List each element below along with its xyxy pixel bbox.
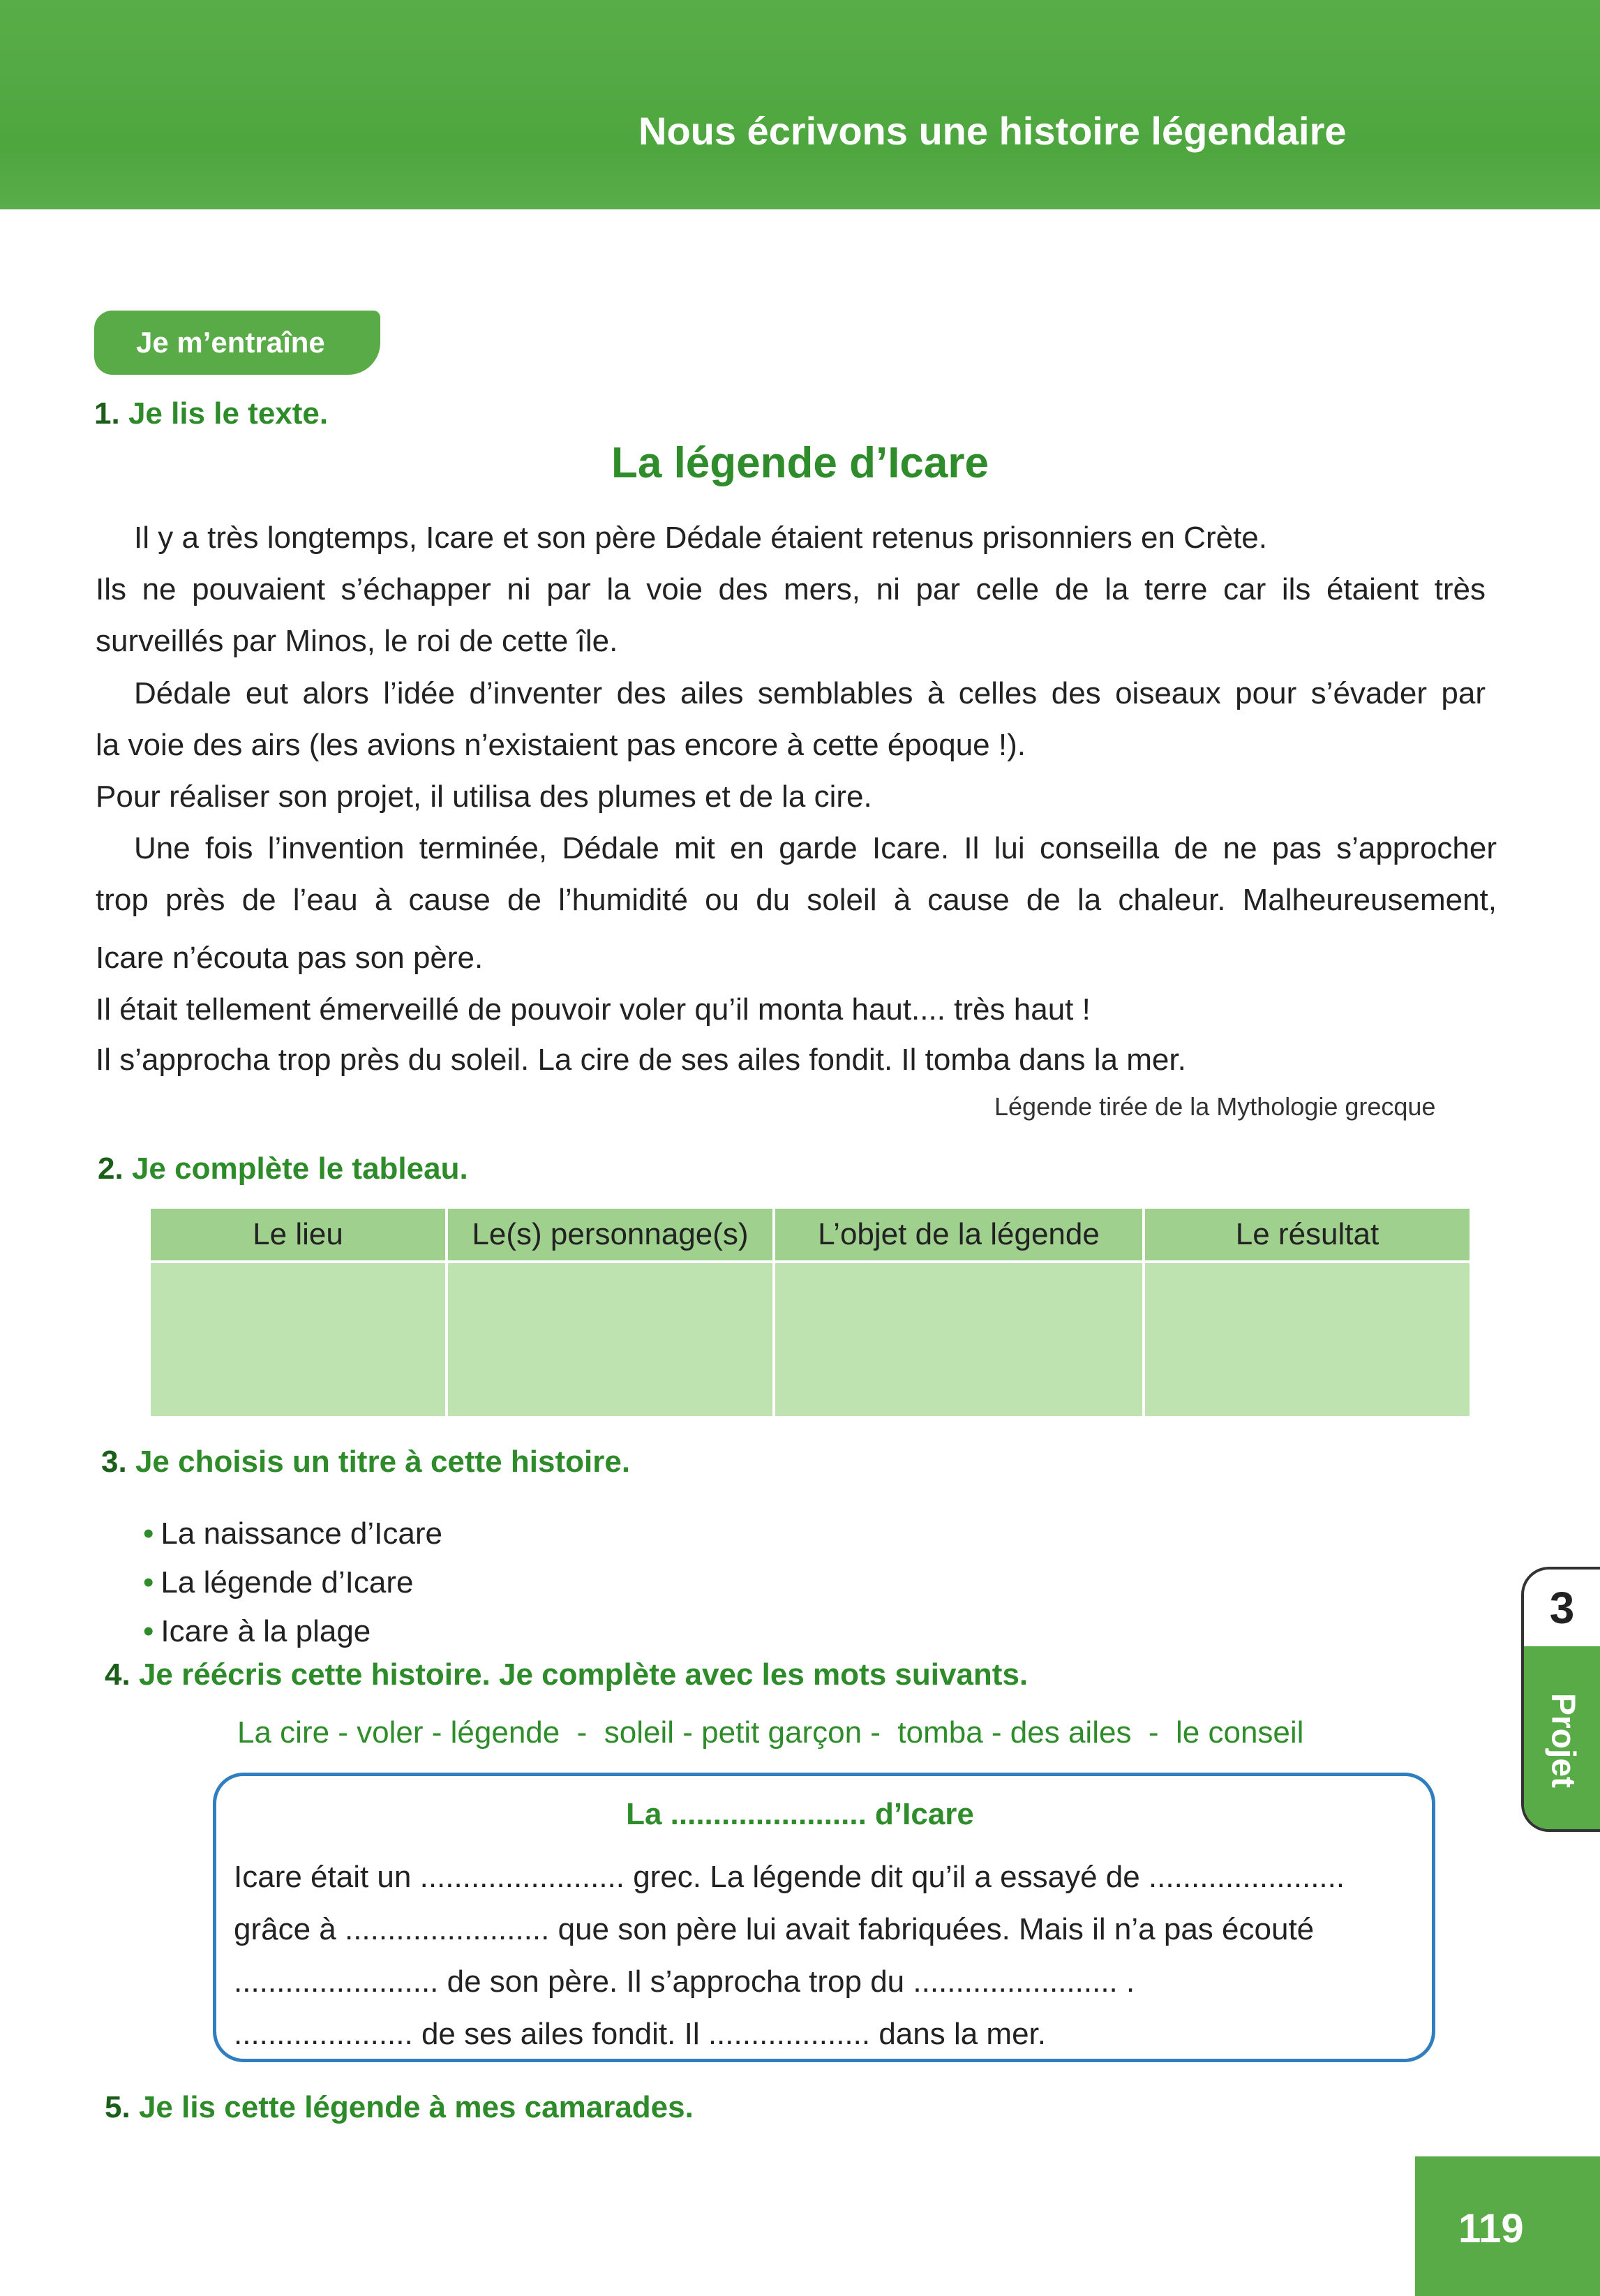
question-4-text: Je réécris cette histoire. Je complète avec les mots suivants. [138, 1657, 1029, 1692]
question-1 [94, 396, 328, 431]
title-option[interactable]: • La naissance d’Icare [143, 1509, 442, 1558]
story-title: La légende d’Icare [611, 439, 989, 487]
cloze-line[interactable]: Icare était un ........................ grec. La légende dit qu’il a essayé de ....................... [234, 1860, 1345, 1894]
page-header-title: Nous écrivons une histoire légendaire [638, 109, 1347, 153]
story-line: Il y a très longtemps, Icare et son père Dédale étaient retenus prisonniers en Crète. [134, 521, 1267, 555]
table-header-result: Le résultat [1144, 1207, 1471, 1262]
cloze-title: La ....................... d’Icare [626, 1797, 974, 1831]
question-3 [101, 1445, 630, 1479]
story-line: trop près de l’eau à cause de l’humidité ou du soleil à cause de la chaleur. Malheureusement, [96, 883, 1497, 917]
title-options-list [143, 1509, 442, 1656]
table-header-characters: Le(s) personnage(s) [447, 1207, 774, 1262]
story-line: Dédale eut alors l’idée d’inventer des ailes semblables à celles des oiseaux pour s’évader par [134, 676, 1486, 710]
table-cell-characters[interactable] [447, 1262, 774, 1417]
story-line: surveillés par Minos, le roi de cette île. [96, 624, 618, 658]
table-cell-result[interactable] [1144, 1262, 1471, 1417]
story-line: Pour réaliser son projet, il utilisa des plumes et de la cire. [96, 780, 872, 814]
chapter-number: 3 [1549, 1583, 1575, 1633]
question-4 [105, 1657, 1028, 1692]
question-2 [98, 1151, 468, 1186]
word-bank: La cire - voler - légende - soleil - petit garçon - tomba - des ailes - le conseil [237, 1715, 1304, 1750]
story-source: Légende tirée de la Mythologie grecque [994, 1092, 1436, 1121]
question-4-number: 4. [105, 1657, 130, 1692]
chapter-side-tab [1521, 1567, 1600, 1832]
story-line: la voie des airs (les avions n’existaient pas encore à cette époque !). [96, 728, 1026, 762]
story-line: Icare n’écouta pas son père. [96, 941, 484, 975]
story-line: Il s’approcha trop près du soleil. La cire de ses ailes fondit. Il tomba dans la mer. [96, 1043, 1186, 1077]
section-label: Je m’entraîne [94, 311, 380, 375]
table-header-object: L’objet de la légende [774, 1207, 1144, 1262]
answer-table [148, 1206, 1472, 1419]
question-5 [105, 2090, 694, 2125]
page-number: 119 [1458, 2206, 1524, 2251]
story-line: Une fois l’invention terminée, Dédale mit en garde Icare. Il lui conseilla de ne pas s’approcher [134, 831, 1497, 865]
table-cell-place[interactable] [149, 1262, 447, 1417]
question-2-number: 2. [98, 1151, 124, 1186]
title-option[interactable]: • Icare à la plage [143, 1607, 442, 1656]
title-option[interactable]: • La légende d’Icare [143, 1558, 442, 1607]
question-1-number: 1. [94, 396, 120, 431]
chapter-label: Projet [1544, 1692, 1582, 1789]
question-2-text: Je complète le tableau. [131, 1151, 468, 1186]
table-cell-object[interactable] [774, 1262, 1144, 1417]
question-3-number: 3. [101, 1445, 127, 1479]
cloze-line[interactable]: ..................... de ses ailes fondit. Il ................... dans la mer. [234, 2017, 1047, 2051]
table-header-place: Le lieu [149, 1207, 447, 1262]
question-3-text: Je choisis un titre à cette histoire. [135, 1445, 631, 1479]
header-banner [0, 0, 1600, 209]
question-5-text: Je lis cette légende à mes camarades. [138, 2090, 694, 2124]
story-line: Ils ne pouvaient s’échapper ni par la voie des mers, ni par celle de la terre car ils étaient très [96, 572, 1486, 606]
question-1-text: Je lis le texte. [128, 396, 329, 431]
cloze-line[interactable]: ........................ de son père. Il s’approcha trop du ........................ . [234, 1965, 1135, 1999]
question-5-number: 5. [105, 2090, 130, 2124]
story-line: Il était tellement émerveillé de pouvoir voler qu’il monta haut.... très haut ! [96, 992, 1091, 1027]
cloze-line[interactable]: grâce à ........................ que son père lui avait fabriquées. Mais il n’a pas écouté [234, 1912, 1315, 1946]
